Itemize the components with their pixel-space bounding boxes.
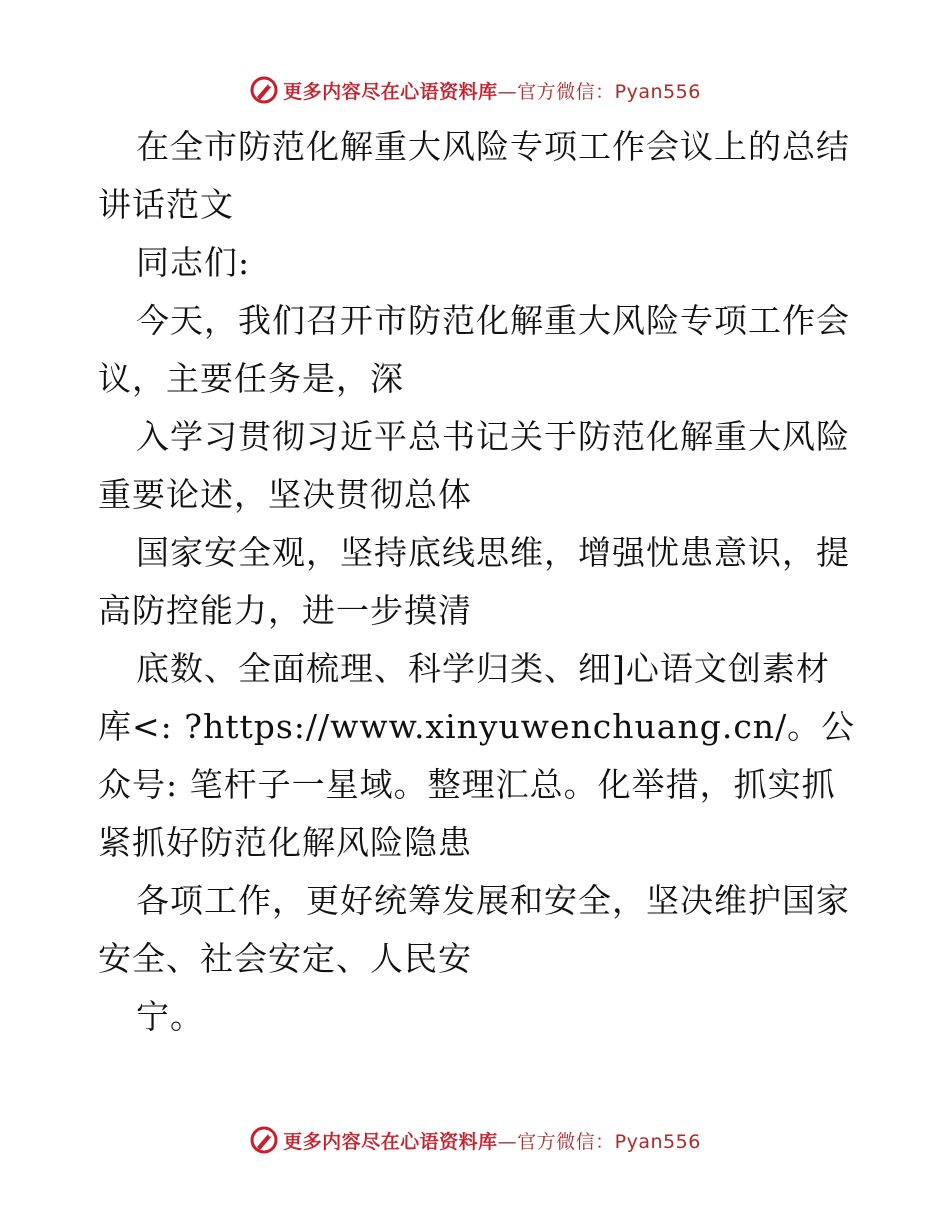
logo-icon — [249, 1125, 279, 1155]
banner-text — [283, 1127, 701, 1154]
paragraph: 今天，我们召开市防范化解重大风险专项工作会议，主要任务是，深 — [98, 301, 850, 398]
header-banner — [0, 72, 950, 108]
banner-wechat-text: 官方微信：Pyan556 — [517, 1130, 701, 1153]
banner-separator: — — [497, 1130, 518, 1153]
paragraph: 入学习贯彻习近平总书记关于防范化解重大风险重要论述，坚决贯彻总体 — [98, 417, 850, 514]
banner-text — [283, 77, 701, 104]
paragraph: 各项工作，更好统筹发展和安全，坚决维护国家安全、社会安定、人民安 — [98, 881, 850, 978]
paragraph: 国家安全观，坚持底线思维，增强忧患意识，提高防控能力，进一步摸清 — [98, 533, 850, 630]
paragraph-salutation: 同志们: — [136, 243, 251, 282]
banner-wechat-text: 官方微信：Pyan556 — [517, 80, 701, 103]
paragraph: 底数、全面梳理、科学归类、细]心语文创素材库<: ?https://www.xinyuwenchuang.cn/。公众号: 笔杆子一星域。整理汇总。化举措，抓实抓紧抓好防范化解风险隐患 — [98, 649, 856, 862]
paragraph: 宁。 — [136, 997, 204, 1036]
banner-main-text: 更多内容尽在心语资料库 — [283, 1130, 498, 1153]
banner-main-text: 更多内容尽在心语资料库 — [283, 80, 498, 103]
document-title: 在全市防范化解重大风险专项工作会议上的总结讲话范文 — [98, 127, 850, 224]
logo-icon — [249, 75, 279, 105]
footer-banner — [0, 1122, 950, 1158]
document-body — [98, 118, 858, 1046]
banner-separator: — — [497, 80, 518, 103]
